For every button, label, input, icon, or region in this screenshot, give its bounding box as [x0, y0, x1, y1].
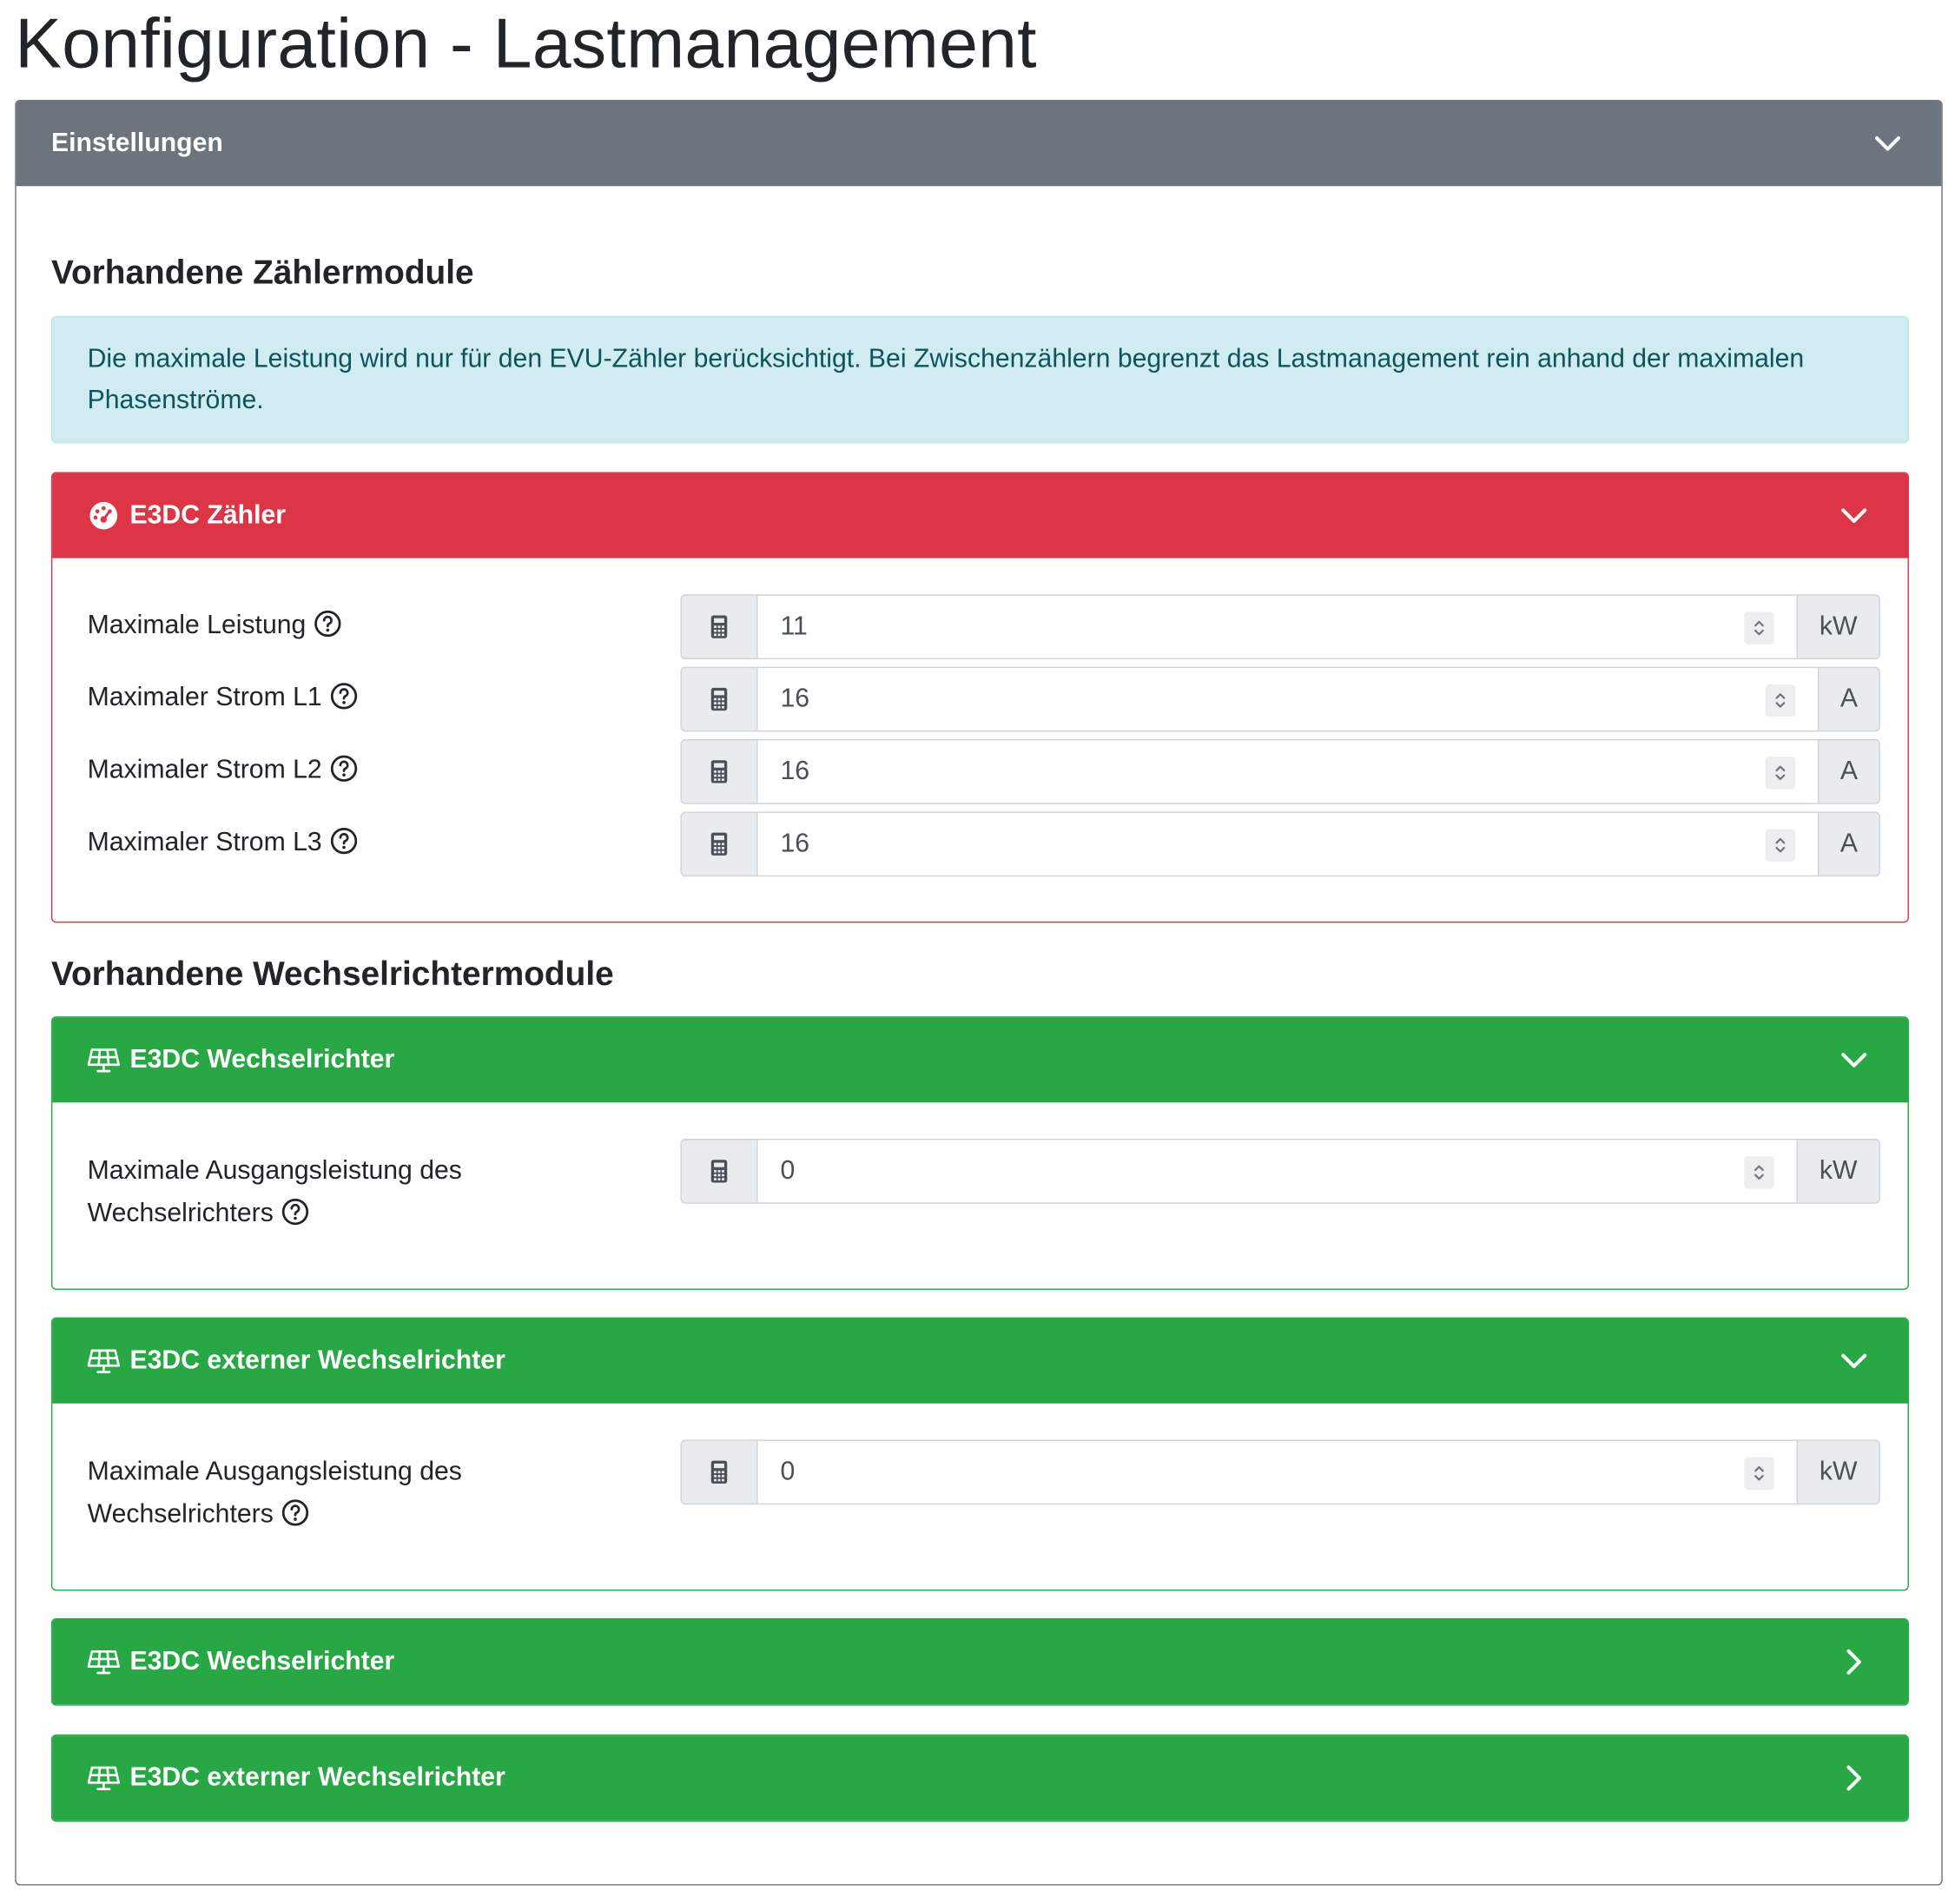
spinner-icon[interactable]: [1744, 1458, 1774, 1490]
solar-panel-icon: [88, 1646, 120, 1678]
unit-label: A: [1818, 667, 1880, 732]
calculator-icon: [680, 667, 757, 732]
spinner-icon[interactable]: [1766, 830, 1796, 862]
inverter-module-title: E3DC externer Wechselrichter: [129, 1345, 505, 1375]
field-label-line2: Wechselrichters: [87, 1499, 274, 1529]
chevron-down-icon[interactable]: [1869, 125, 1906, 162]
field-row-max-output: [87, 1139, 1880, 1228]
inverter-module-header[interactable]: [52, 1735, 1907, 1821]
field-row-max-current-l1: [88, 667, 1880, 732]
calculator-icon: [680, 1139, 757, 1204]
inverter-module-card: [51, 1016, 1909, 1290]
help-icon[interactable]: [314, 609, 342, 638]
info-alert: Die maximale Leistung wird nur für den EVU-Zähler berücksichtigt. Bei Zwischenzählern begrenzt das Lastmanagement rein anhand der maximalen Phasenströme.: [51, 316, 1909, 444]
counter-section-title: Vorhandene Zählermodule: [50, 253, 474, 291]
chevron-down-icon[interactable]: [1835, 1342, 1872, 1379]
inverter-section-title: Vorhandene Wechselrichtermodule: [50, 955, 614, 993]
inverter-module-card: [51, 1318, 1909, 1591]
field-row-max-current-l2: [88, 739, 1880, 804]
calculator-icon: [680, 811, 757, 876]
help-icon[interactable]: [329, 827, 358, 856]
settings-card-header[interactable]: [17, 101, 1942, 186]
unit-label: kW: [1797, 1439, 1880, 1504]
spinner-icon[interactable]: [1744, 1156, 1774, 1188]
field-row-max-power: [88, 594, 1880, 659]
calculator-icon: [680, 594, 757, 659]
chevron-down-icon[interactable]: [1835, 1041, 1872, 1079]
max-output-input[interactable]: [758, 1140, 1797, 1202]
inverter-module-title: E3DC Wechselrichter: [129, 1045, 395, 1074]
unit-label: kW: [1797, 594, 1880, 659]
field-label: Maximaler Strom L2: [87, 755, 322, 784]
calculator-icon: [680, 739, 757, 804]
field-label-line1: Maximale Ausgangsleistung des: [87, 1156, 462, 1186]
unit-label: A: [1818, 739, 1880, 804]
settings-card: [15, 100, 1943, 1886]
calculator-icon: [680, 1439, 757, 1504]
counter-module-title: E3DC Zähler: [129, 500, 287, 530]
help-icon[interactable]: [329, 754, 358, 783]
field-label: Maximale Leistung: [87, 610, 307, 639]
chevron-right-icon[interactable]: [1835, 1759, 1872, 1796]
inverter-module-card: [51, 1735, 1909, 1822]
help-icon[interactable]: [281, 1498, 309, 1527]
help-icon[interactable]: [329, 682, 358, 711]
solar-panel-icon: [88, 1345, 120, 1377]
chevron-right-icon[interactable]: [1835, 1643, 1872, 1681]
max-current-l2-input[interactable]: [758, 740, 1818, 803]
gauge-icon: [88, 499, 120, 532]
max-power-input[interactable]: [758, 596, 1797, 658]
spinner-icon[interactable]: [1766, 757, 1796, 789]
field-label: Maximaler Strom L3: [87, 828, 322, 857]
inverter-module-title: E3DC Wechselrichter: [129, 1647, 395, 1676]
help-icon[interactable]: [281, 1197, 309, 1226]
inverter-module-header[interactable]: [52, 1619, 1907, 1704]
settings-card-title: Einstellungen: [50, 129, 223, 158]
unit-label: A: [1818, 811, 1880, 876]
field-label-line2: Wechselrichters: [87, 1199, 274, 1228]
max-current-l3-input[interactable]: [758, 813, 1818, 876]
field-label-line1: Maximale Ausgangsleistung des: [87, 1457, 462, 1486]
unit-label: kW: [1797, 1139, 1880, 1204]
counter-module-card: [51, 472, 1909, 922]
inverter-module-card: [51, 1618, 1909, 1706]
solar-panel-icon: [88, 1762, 120, 1794]
max-output-input[interactable]: [758, 1441, 1797, 1504]
chevron-down-icon[interactable]: [1835, 497, 1872, 534]
solar-panel-icon: [88, 1044, 120, 1076]
inverter-module-header[interactable]: [52, 1319, 1907, 1404]
spinner-icon[interactable]: [1766, 684, 1796, 717]
max-current-l1-input[interactable]: [758, 668, 1818, 731]
spinner-icon[interactable]: [1744, 612, 1774, 644]
field-label: Maximaler Strom L1: [87, 683, 322, 712]
page-title: Konfiguration - Lastmanagement: [15, 3, 1037, 83]
field-row-max-output: [87, 1439, 1880, 1529]
counter-module-header[interactable]: [52, 473, 1907, 559]
inverter-module-header[interactable]: [52, 1018, 1907, 1103]
field-row-max-current-l3: [88, 811, 1880, 876]
inverter-module-title: E3DC externer Wechselrichter: [129, 1762, 505, 1792]
